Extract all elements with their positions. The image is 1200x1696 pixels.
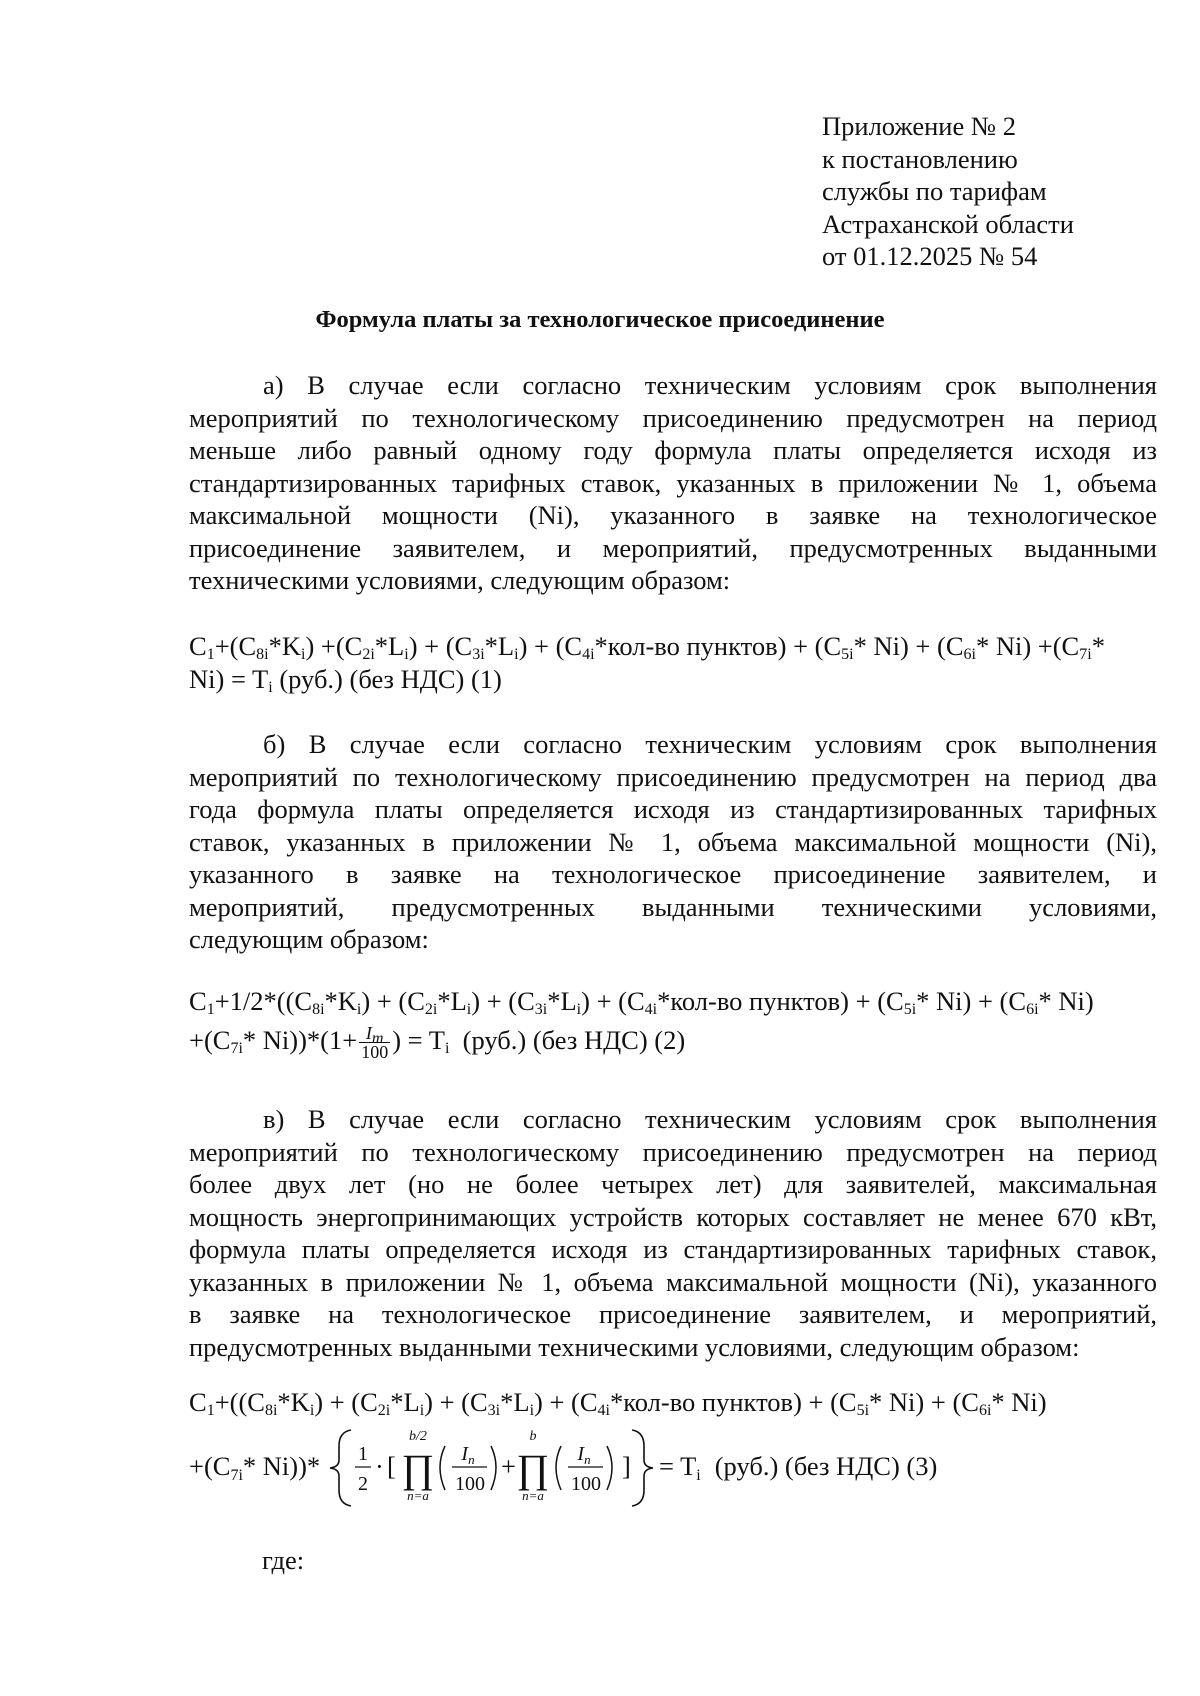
fraction-numerator: $I_m$ bbox=[359, 1024, 390, 1043]
paragraph-line: техническими условиями, следующим образом: bbox=[189, 565, 731, 595]
paragraph-a bbox=[189, 369, 1157, 597]
paragraph-line: мощность энергопринимающих устройств которых составляет не менее 670 кВт, bbox=[189, 1201, 1157, 1232]
left-brace-icon bbox=[330, 1430, 351, 1506]
paragraph-line: стандартизированных тарифных ставок, указанных в приложении № 1, объема bbox=[189, 467, 1157, 498]
plus-sign: + bbox=[501, 1451, 516, 1481]
paragraph-line: мероприятий по технологическому присоединению предусмотрен на период два bbox=[189, 761, 1157, 792]
header-line: службы по тарифам bbox=[822, 176, 1047, 206]
product-1-lower-limit: n=a bbox=[407, 1488, 429, 1503]
paragraph-line: присоединение заявителем, и мероприятий, предусмотренных выданными bbox=[189, 532, 1157, 563]
product-2-upper-limit: b bbox=[529, 1429, 537, 1444]
formula-line bbox=[189, 1022, 1157, 1062]
inflation-fraction bbox=[359, 1024, 390, 1061]
paragraph-line: в заявке на технологическое присоединение заявителем, и мероприятий, bbox=[189, 1299, 1157, 1329]
paragraph-line: формула платы определяется исходя из стандартизированных тарифных ставок, bbox=[189, 1234, 1157, 1264]
paragraph-line: в) В случае если согласно техническим условиям срок выполнения bbox=[263, 1104, 1157, 1134]
header-line: Астраханской области bbox=[822, 208, 1074, 239]
fraction-denominator: 100 bbox=[571, 1473, 601, 1495]
product-1-upper-limit: b/2 bbox=[409, 1429, 427, 1444]
paragraph-b bbox=[189, 728, 1157, 956]
document-title: Формула платы за технологическое присоединение bbox=[315, 306, 885, 333]
product-2-lower-limit: n=a bbox=[522, 1488, 544, 1503]
fraction-denominator: 100 bbox=[455, 1473, 485, 1495]
formula-fragment: ) = $T_i$ (руб.) (без НДС) (2) bbox=[392, 1024, 686, 1057]
header-line: от 01.12.2025 № 54 bbox=[822, 241, 1038, 271]
left-paren-icon bbox=[440, 1446, 445, 1490]
paragraph-line: указанных в приложении № 1, объема максимальной мощности (Ni), указанного bbox=[189, 1266, 1157, 1297]
paragraph-line: меньше либо равный одному году формула платы определяется исходя из bbox=[189, 435, 1157, 465]
header-line: Приложение № 2 bbox=[822, 111, 1017, 141]
formula-line: $C_1+(C_{8i}*K_i) +(C_{2i}*L_i) + (C_{3i}*L_i) + (C_{4i}*кол-во$ пунктов) + ($C_{5i}*$ $Ni) + (C_{6i}*$ $Ni) +(C_{7i}*$ bbox=[189, 631, 1105, 663]
formula-fragment: +(C7i* Ni))* bbox=[189, 1451, 321, 1484]
paragraph-line: а) В случае если согласно техническим условиям срок выполнения bbox=[263, 370, 1157, 400]
left-paren-icon bbox=[556, 1446, 561, 1490]
formula-line: $Ni) = T_i$ (руб.) (без НДС) (1) bbox=[189, 663, 502, 696]
formula-result: = Ti (руб.) (без НДС) (3) bbox=[659, 1451, 938, 1484]
fraction-denominator: 100 bbox=[361, 1041, 389, 1062]
header-line: к постановлению bbox=[822, 143, 1018, 174]
half-denominator: 2 bbox=[358, 1473, 368, 1495]
right-paren-icon bbox=[607, 1446, 612, 1490]
left-bracket: [ bbox=[387, 1451, 396, 1481]
formula-3 bbox=[189, 1386, 1157, 1419]
paragraph-line: года формула платы определяется исходя из стандартизированных тарифных bbox=[189, 794, 1157, 824]
formula-fragment: $+(C_{7i}*$ Ni))*(1+ bbox=[189, 1024, 358, 1057]
product-1-symbol: ∏ bbox=[401, 1446, 435, 1491]
paragraph-line: указанного в заявке на технологическое присоединение заявителем, и bbox=[189, 859, 1157, 889]
paragraph-line: мероприятий по технологическому присоединению предусмотрен на период bbox=[189, 402, 1157, 433]
multiply-dot: · bbox=[375, 1451, 384, 1481]
product-2-symbol: ∏ bbox=[516, 1446, 550, 1491]
formula-line: $C_1+1/2*((C_{8i}*K_i) + (C_{2i}*L_i) + (C_{3i}*L_i) + (C_{4i}*кол-во$ пунктов) + ($C_{5i}*$ $Ni) + (C_{6i}*$ Ni) bbox=[189, 986, 1094, 1018]
half-numerator: 1 bbox=[358, 1443, 368, 1465]
paragraph-c bbox=[189, 1103, 1157, 1363]
paragraph-line: мероприятий, предусмотренных выданными техническими условиями, bbox=[189, 891, 1157, 922]
formula-2 bbox=[189, 985, 1157, 1062]
fraction-numerator: $I_n$ bbox=[461, 1443, 475, 1467]
right-bracket: ] bbox=[622, 1451, 631, 1481]
where-label: где: bbox=[262, 1545, 305, 1575]
right-brace-icon bbox=[632, 1430, 653, 1506]
paragraph-line: ставок, указанных в приложении № 1, объема максимальной мощности (Ni), bbox=[189, 826, 1157, 857]
appendix-header bbox=[822, 110, 1074, 273]
paragraph-line: максимальной мощности (Ni), указанного в заявке на технологическое bbox=[189, 500, 1157, 530]
formula-1 bbox=[189, 630, 1157, 695]
right-paren-icon bbox=[491, 1446, 496, 1490]
paragraph-line: б) В случае если согласно техническим условиям срок выполнения bbox=[263, 729, 1157, 759]
paragraph-line: предусмотренных выданными техническими условиями, следующим образом: bbox=[189, 1331, 1080, 1362]
formula-3-product-expression bbox=[189, 1420, 989, 1512]
paragraph-line: более двух лет (но не более четырех лет) для заявителей, максимальная bbox=[189, 1169, 1157, 1199]
paragraph-line: следующим образом: bbox=[189, 924, 429, 954]
formula-line: $C_1+((C_{8i}*K_i) + (C_{2i}*L_i) + (C_{3i}*L_i) + (C_{4i}*кол-во$ пунктов) + ($C_{5i}*$ $Ni) + (C_{6i}*$ Ni) bbox=[189, 1387, 1047, 1419]
fraction-numerator: $I_n$ bbox=[577, 1443, 591, 1467]
paragraph-line: мероприятий по технологическому присоединению предусмотрен на период bbox=[189, 1136, 1157, 1167]
